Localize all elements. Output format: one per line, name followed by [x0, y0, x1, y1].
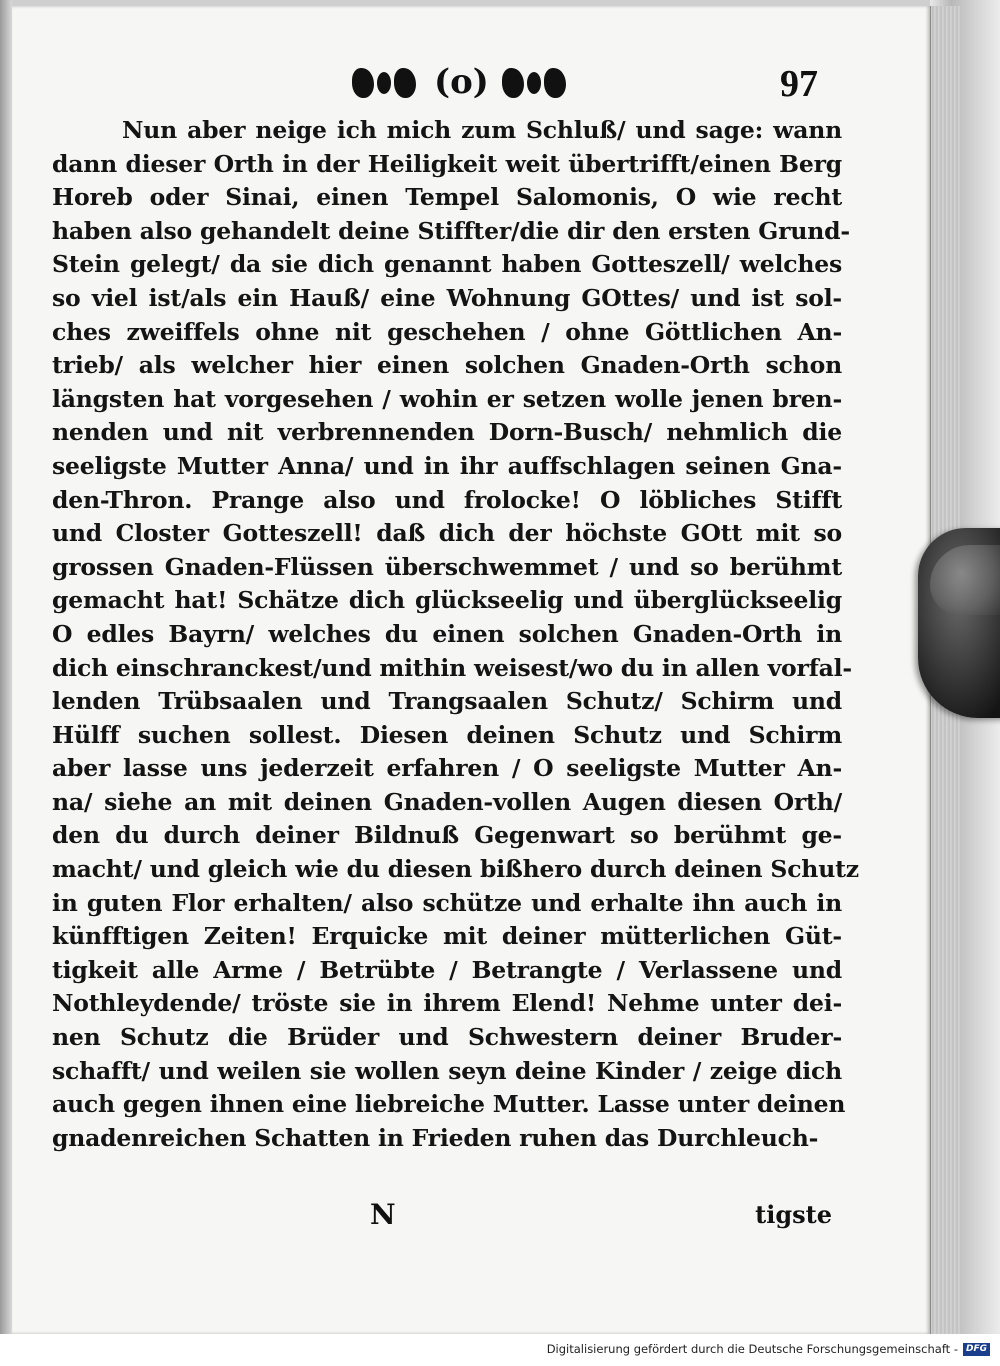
text-line: und Closter Gotteszell! daß dich der höchste GOtt mit so: [52, 519, 842, 548]
footer-bar: [0, 1334, 1000, 1366]
text-line: dich einschranckest/und mithin weisest/wo du in allen vorfal-: [52, 653, 852, 682]
text-line: tigkeit alle Arme / Betrübte / Betrangte / Verlassene und: [52, 955, 842, 984]
text-line: auch gegen ihnen eine liebreiche Mutter. Lasse unter deinen: [52, 1090, 846, 1119]
text-line: seeligste Mutter Anna/ und in ihr auffschlagen seinen Gna-: [52, 451, 842, 480]
text-line: nen Schutz die Brüder und Schwestern deiner Bruder-: [52, 1023, 842, 1052]
text-line: in guten Flor erhalten/ also schütze und erhalte ihn auch in: [52, 888, 842, 917]
text-line: macht/ und gleich wie du diesen bißhero durch deinen Schutz: [52, 855, 859, 884]
text-line: na/ siehe an mit deinen Gnaden-vollen Augen diesen Orth/: [52, 787, 842, 816]
body-text: [52, 114, 859, 1155]
text-line: längsten hat vorgesehen / wohin er setzen wolle jenen bren-: [52, 384, 842, 413]
page-number: 97: [780, 63, 818, 105]
header-ornament-left-icon: [352, 66, 419, 100]
text-line: O edles Bayrn/ welches du einen solchen Gnaden-Orth in: [52, 619, 842, 648]
header-ornament-right-icon: [502, 66, 569, 100]
header-center-mark: (o): [434, 62, 489, 102]
text-line: haben also gehandelt deine Stiffter/die dir den ersten Grund-: [52, 216, 850, 245]
funding-text: Digitalisierung gefördert durch die Deutsche Forschungsgemeinschaft -: [546, 1342, 958, 1356]
text-line: Stein gelegt/ da sie dich genannt haben Gotteszell/ welches: [52, 250, 842, 279]
text-line: den du durch deiner Bildnuß Gegenwart so berühmt ge-: [52, 821, 842, 850]
text-line: trieb/ als welcher hier einen solchen Gnaden-Orth schon: [52, 351, 842, 380]
text-line: gnadenreichen Schatten in Frieden ruhen das Durchleuch-: [52, 1123, 819, 1152]
text-line: ches zweiffels ohne nit geschehen / ohne Göttlichen An-: [52, 317, 842, 346]
page-header: [352, 62, 832, 110]
text-line: nenden und nit verbrennenden Dorn-Busch/ nehmlich die: [52, 418, 842, 447]
funding-note: [547, 1342, 990, 1356]
text-line: lenden Trübsaalen und Trangsaalen Schutz/ Schirm und: [52, 687, 842, 716]
text-line: Nothleydende/ tröste sie in ihrem Elend! Nehme unter dei-: [52, 989, 842, 1018]
signature-mark: N: [370, 1198, 396, 1231]
text-line: schafft/ und weilen sie wollen seyn deine Kinder / zeige dich: [52, 1056, 842, 1085]
scan-backdrop-left: [0, 0, 12, 1366]
text-line: grossen Gnaden-Flüssen überschwemmet / und so berühmt: [52, 552, 842, 581]
text-line: den-Thron. Prange also und frolocke! O löbliches Stifft: [52, 485, 842, 514]
catchword: tigste: [755, 1200, 832, 1229]
page-foot: [52, 1198, 842, 1238]
text-line: Hülff suchen sollest. Diesen deinen Schutz und Schirm: [52, 720, 842, 749]
text-line: Horeb oder Sinai, einen Tempel Salomonis, O wie recht: [52, 183, 842, 212]
text-line: gemacht hat! Schätze dich glückseelig und überglückseelig: [52, 586, 842, 615]
text-line: aber lasse uns jederzeit erfahren / O seeligste Mutter An-: [52, 754, 842, 783]
dfg-logo-icon: DFG: [963, 1343, 990, 1356]
book-page: [12, 6, 930, 1334]
text-line: künfftigen Zeiten! Erquicke mit deiner mütterlichen Güt-: [52, 922, 842, 951]
text-line: Nun aber neige ich mich zum Schluß/ und sage: wann: [122, 116, 842, 144]
text-line: so viel ist/als ein Hauß/ eine Wohnung GOttes/ und ist sol-: [52, 283, 842, 312]
text-line: dann dieser Orth in der Heiligkeit weit übertrifft/einen Berg: [52, 149, 842, 178]
